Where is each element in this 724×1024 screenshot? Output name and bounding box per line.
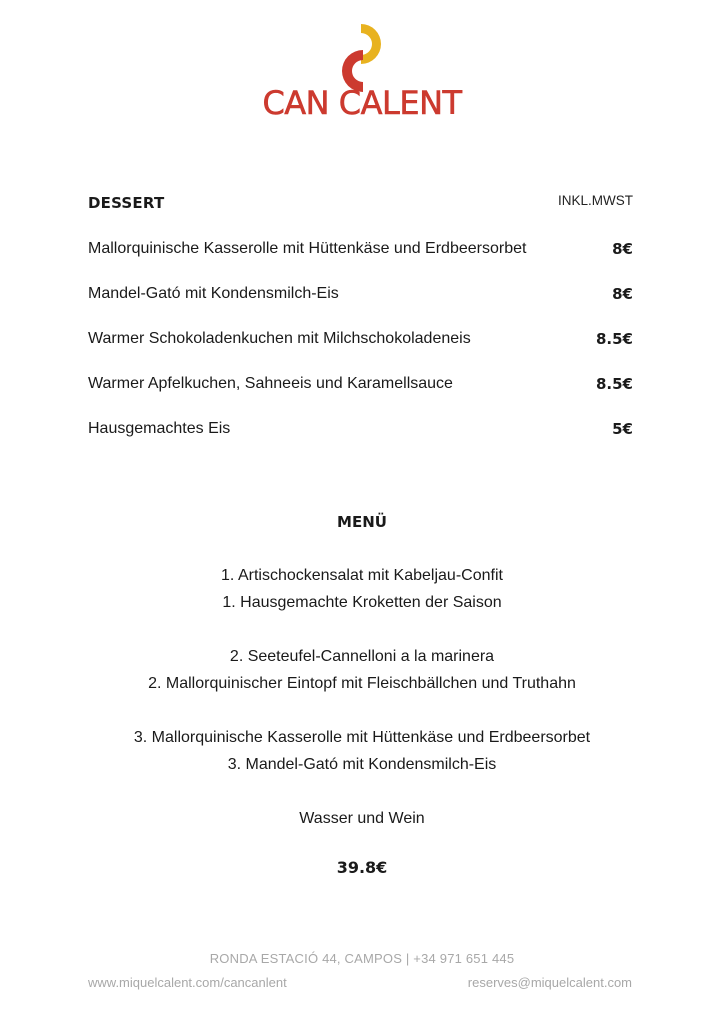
dessert-item-name: Hausgemachtes Eis — [88, 420, 231, 437]
dessert-item — [88, 330, 633, 375]
set-menu — [0, 512, 724, 877]
menu-section-title: MENÜ — [337, 513, 387, 531]
dessert-item — [88, 375, 633, 420]
course-option: 2. Seeteufel-Cannelloni a la marinera — [229, 648, 495, 665]
dessert-item — [88, 240, 633, 285]
dessert-item-name: Warmer Schokoladenkuchen mit Milchschokoladeneis — [88, 330, 471, 347]
course-option: 3. Mandel-Gató mit Kondensmilch-Eis — [227, 756, 497, 773]
course-first — [0, 562, 724, 616]
course-dessert — [0, 724, 724, 778]
footer-website-link[interactable]: www.miquelcalent.com/cancanlent — [88, 975, 287, 990]
dessert-item-name: Mandel-Gató mit Kondensmilch-Eis — [88, 285, 339, 302]
dessert-list — [88, 240, 633, 465]
dessert-section-title: DESSERT — [88, 194, 165, 212]
dessert-item — [88, 285, 633, 330]
course-option: 2. Mallorquinischer Eintopf mit Fleischbällchen und Truthahn — [148, 675, 576, 692]
vat-note: INKL.MWST — [557, 193, 633, 208]
menu-price: 39.8€ — [336, 858, 388, 877]
course-option: 1. Artischockensalat mit Kabeljau-Confit — [221, 567, 503, 584]
dessert-item-price: 8€ — [612, 285, 633, 303]
footer-address: RONDA ESTACIÓ 44, CAMPOS | +34 971 651 445 — [209, 951, 515, 966]
course-option: 1. Hausgemachte Kroketten der Saison — [222, 594, 502, 611]
dessert-item-price: 8.5€ — [595, 375, 633, 393]
dessert-item-price: 5€ — [612, 420, 633, 438]
menu-extras: Wasser und Wein — [299, 810, 425, 827]
brand-name: CAN CALENT — [262, 84, 462, 122]
dessert-item-price: 8.5€ — [595, 330, 633, 348]
dessert-item-price: 8€ — [612, 240, 633, 258]
dessert-item-name: Mallorquinische Kasserolle mit Hüttenkäse und Erdbeersorbet — [88, 240, 527, 257]
dessert-item — [88, 420, 633, 465]
course-option: 3. Mallorquinische Kasserolle mit Hüttenkäse und Erdbeersorbet — [133, 729, 591, 746]
footer-email-link[interactable]: reserves@miquelcalent.com — [467, 975, 632, 990]
dessert-item-name: Warmer Apfelkuchen, Sahneeis und Karamellsauce — [88, 375, 453, 392]
course-second — [0, 643, 724, 697]
